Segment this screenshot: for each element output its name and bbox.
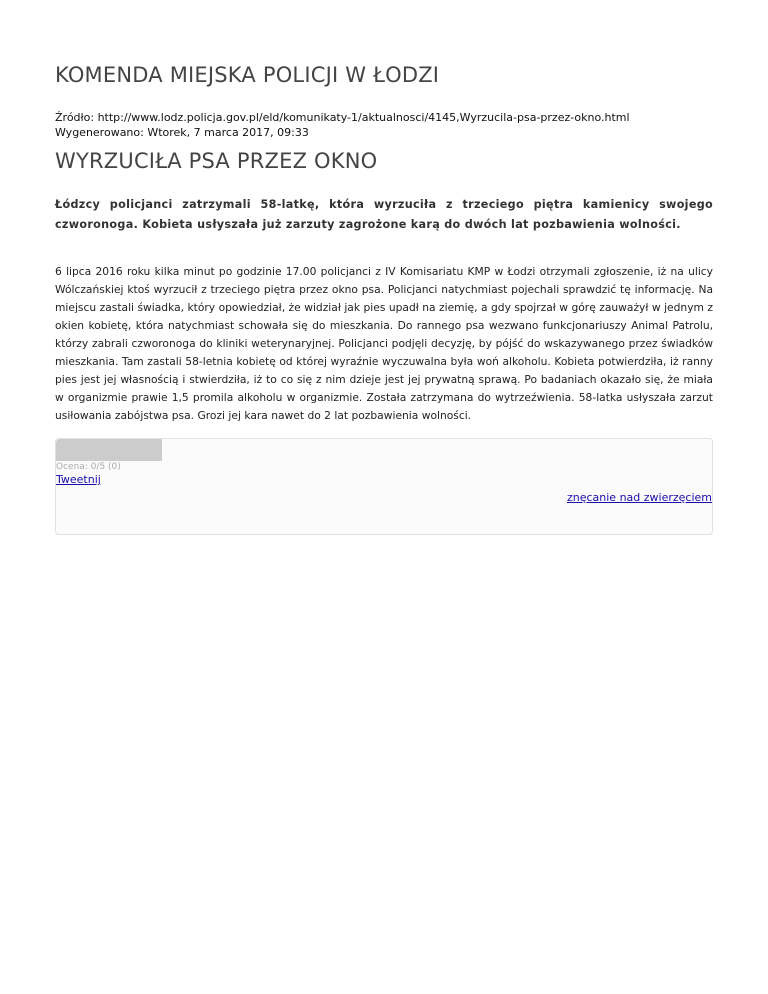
tweet-link[interactable]: Tweetnij [56, 473, 101, 486]
article-footer-box [55, 438, 713, 535]
generated-line: Wygenerowano: Wtorek, 7 marca 2017, 09:33 [55, 126, 309, 139]
source-line: Źródło: http://www.lodz.policja.gov.pl/eld/komunikaty-1/aktualnosci/4145,Wyrzucila-psa-przez-okno.html [55, 111, 630, 124]
rating-stars[interactable] [56, 439, 162, 461]
article-title: WYRZUCIŁA PSA PRZEZ OKNO [55, 149, 378, 173]
tag-link[interactable]: znęcanie nad zwierzęciem [566, 491, 712, 504]
site-title: KOMENDA MIEJSKA POLICJI W ŁODZI [55, 63, 440, 87]
article-body: 6 lipca 2016 roku kilka minut po godzinie 17.00 policjanci z IV Komisariatu KMP w Łodzi otrzymali zgłoszenie, iż na ulicy Wólczańskiej ktoś wyrzucił z trzeciego piętra przez okno psa. Policjanci natychmiast pojechali sprawdzić tę informację. Na miejscu zastali świadka, który opowiedział, że widział jak pies upadł na ziemię, a gdy spojrzał w górę zauważył w jednym z okien kobietę, która natychmiast schowała się do mieszkania. Do rannego psa wezwano funkcjonariuszy Animal Patrolu, którzy zabrali czworonoga do kliniki weterynaryjnej. Policjanci podjęli decyzję, by pójść do wskazywanego przez świadków mieszkania. Tam zastali 58-letnia kobietę od której wyraźnie wyczuwalna była woń alkoholu. Kobieta potwierdziła, iż ranny pies jest jej własnością i stwierdziła, iż to co się z nim dzieje jest jej prywatną sprawą. Po badaniach okazało się, że miała w organizmie prawie 1,5 promila alkoholu w organizmie. Została zatrzymana do wytrzeźwienia. 58-latka usłyszała zarzut usiłowania zabójstwa psa. Grozi jej kara nawet do 2 lat pozbawienia wolności. [55, 265, 713, 422]
article-lead: Łódzcy policjanci zatrzymali 58-latkę, która wyrzuciła z trzeciego piętra kamienicy swojego czworonoga. Kobieta usłyszała już zarzuty zagrożone karą do dwóch lat pozbawienia wolności. [55, 198, 713, 231]
meta-info [55, 110, 630, 140]
rating-text: Ocena: 0/5 (0) [56, 462, 121, 472]
